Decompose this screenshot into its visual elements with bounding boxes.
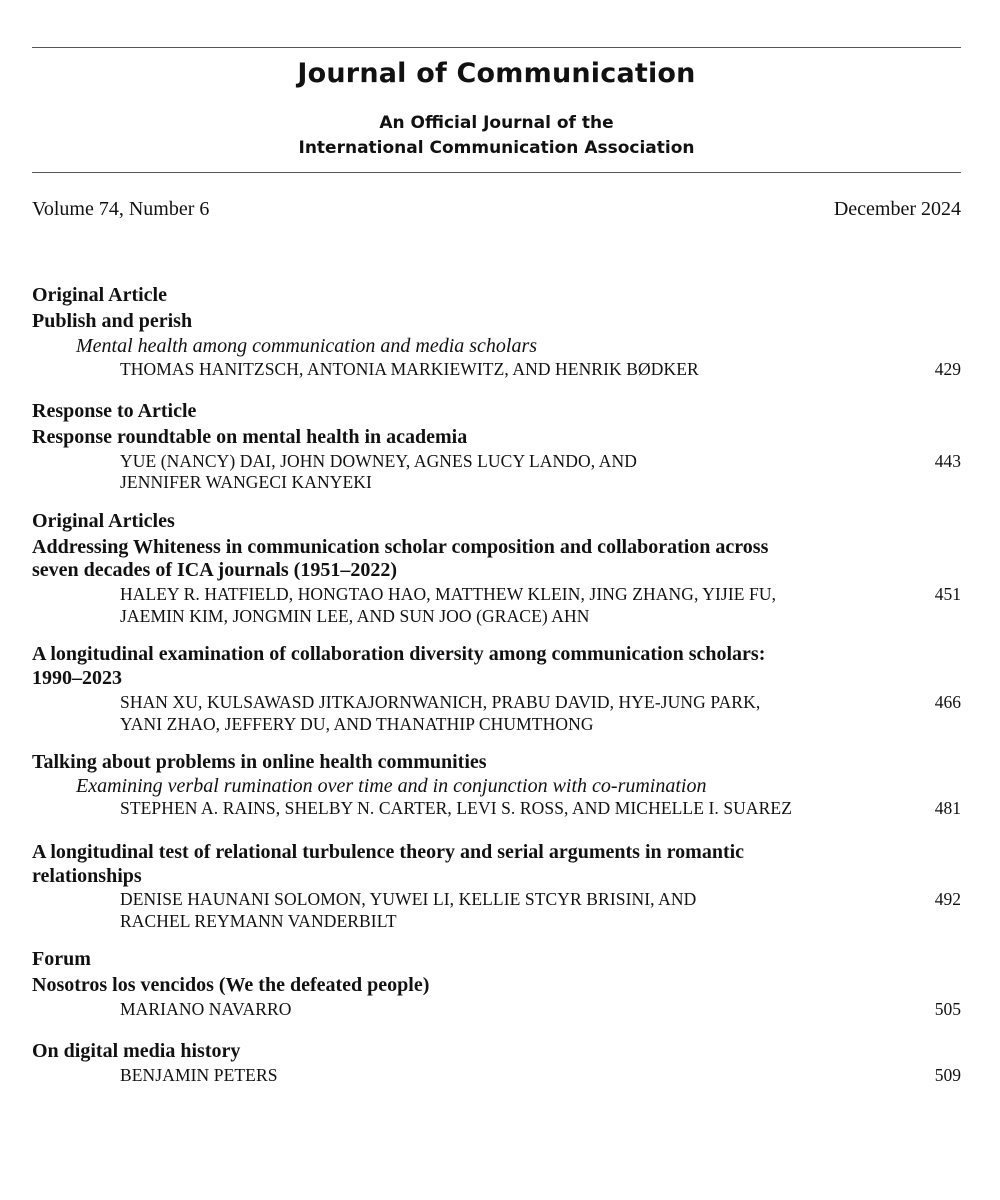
article-authors: MARIANO NAVARRO (120, 999, 292, 1019)
article-authors: DENISE HAUNANI SOLOMON, YUWEI LI, KELLIE STCYR BRISINI, AND (120, 889, 697, 909)
article-authors: SHAN XU, KULSAWASD JITKAJORNWANICH, PRABU DAVID, HYE-JUNG PARK, (120, 692, 761, 712)
page-number: 429 (934, 359, 961, 379)
section-heading: Original Article (32, 284, 167, 306)
article-authors: JENNIFER WANGECI KANYEKI (120, 472, 372, 492)
page-number: 481 (934, 798, 961, 818)
section-heading: Response to Article (32, 400, 197, 422)
article-authors: RACHEL REYMANN VANDERBILT (120, 911, 397, 931)
article-subtitle: Examining verbal rumination over time and in conjunction with co-rumination (76, 775, 707, 797)
article-authors: YANI ZHAO, JEFFERY DU, AND THANATHIP CHUMTHONG (120, 714, 594, 734)
article-authors: STEPHEN A. RAINS, SHELBY N. CARTER, LEVI S. ROSS, AND MICHELLE I. SUAREZ (120, 798, 792, 818)
article-authors: THOMAS HANITZSCH, ANTONIA MARKIEWITZ, AND HENRIK BØDKER (120, 359, 699, 379)
top-rule (32, 47, 961, 48)
article-title[interactable]: relationships (32, 865, 142, 887)
article-title[interactable]: Response roundtable on mental health in academia (32, 426, 468, 448)
volume-number: Volume 74, Number 6 (32, 198, 210, 220)
article-subtitle: Mental health among communication and media scholars (76, 335, 538, 357)
section-heading: Forum (32, 948, 91, 970)
article-title[interactable]: seven decades of ICA journals (1951–2022) (32, 559, 397, 581)
article-title[interactable]: 1990–2023 (32, 667, 122, 689)
article-title[interactable]: A longitudinal examination of collaboration diversity among communication scholars: (32, 643, 766, 665)
article-title[interactable]: Talking about problems in online health communities (32, 751, 487, 773)
article-title[interactable]: A longitudinal test of relational turbulence theory and serial arguments in romantic (32, 841, 745, 863)
header-bottom-rule (32, 172, 961, 173)
article-title[interactable]: Addressing Whiteness in communication scholar composition and collaboration across (32, 536, 769, 558)
article-title[interactable]: Publish and perish (32, 310, 193, 332)
section-heading: Original Articles (32, 510, 175, 532)
journal-subtitle-line1: An Official Journal of the (379, 113, 614, 133)
page-number: 505 (934, 999, 961, 1019)
toc-page (32, 0, 961, 1200)
article-title[interactable]: On digital media history (32, 1040, 241, 1062)
journal-title: Journal of Communication (297, 58, 696, 89)
article-authors: JAEMIN KIM, JONGMIN LEE, AND SUN JOO (GRACE) AHN (120, 606, 590, 626)
article-title[interactable]: Nosotros los vencidos (We the defeated people) (32, 974, 430, 996)
page-number: 492 (934, 889, 961, 909)
page-number: 509 (934, 1065, 961, 1085)
page-number: 466 (934, 692, 961, 712)
article-authors: BENJAMIN PETERS (120, 1065, 278, 1085)
journal-subtitle-line2: International Communication Association (298, 138, 695, 158)
page-number: 443 (934, 451, 961, 471)
article-authors: HALEY R. HATFIELD, HONGTAO HAO, MATTHEW KLEIN, JING ZHANG, YIJIE FU, (120, 584, 777, 604)
issue-date: December 2024 (833, 198, 961, 220)
article-authors: YUE (NANCY) DAI, JOHN DOWNEY, AGNES LUCY LANDO, AND (120, 451, 637, 471)
page-number: 451 (934, 584, 961, 604)
